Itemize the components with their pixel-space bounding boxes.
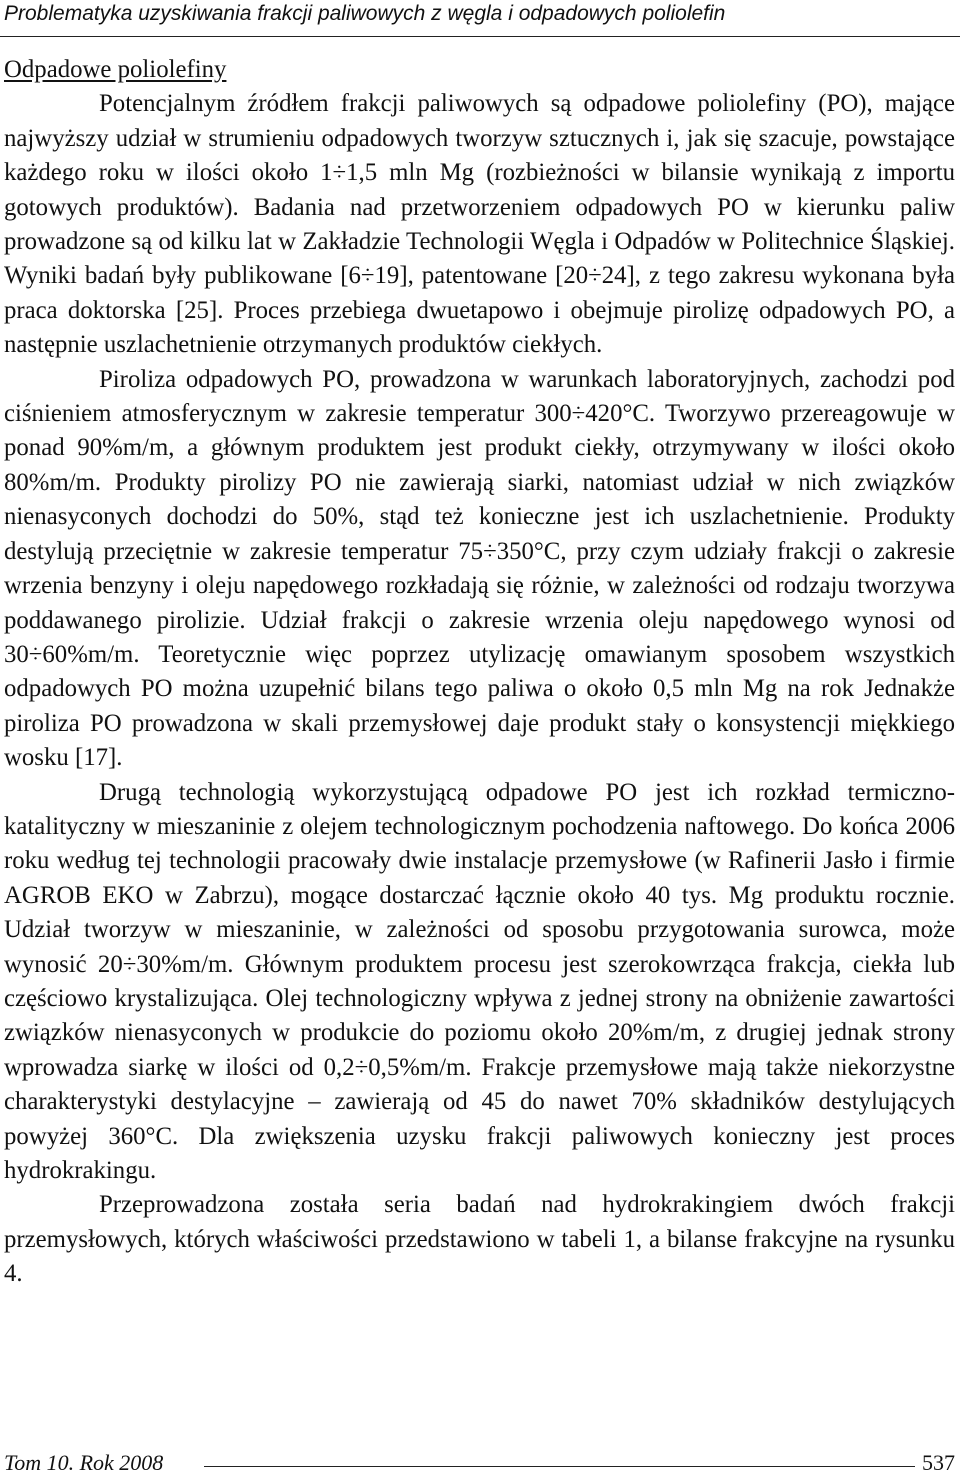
- article-body: [4, 53, 955, 1292]
- paragraph-2: Piroliza odpadowych PO, prowadzona w warunkach laboratoryjnych, zachodzi pod ciśnieniem atmosferycznym w zakresie temperatur 300÷420°C. Tworzywo przereagowuje w ponad 90%m/m, a głównym produktem jest produkt ciekły, otrzymywany w ilości około 80%m/m. Produkty pirolizy PO nie zawierają siarki, natomiast udział w nich związków nienasyconych dochodzi do 50%, stąd też konieczne jest ich uszlachetnienie. Produkty destylują przeciętnie w zakresie temperatur 75÷350°C, przy czym udziały frakcji o zakresie wrzenia benzyny i oleju napędowego rozkładają się różnie, w zależności od rodzaju tworzywa poddawanego pirolizie. Udział frakcji o zakresie wrzenia oleju napędowego wynosi od 30÷60%m/m. Teoretycznie więc poprzez utylizację omawianym sposobem wszystkich odpadowych PO można uzupełnić bilans tego paliwa o około 0,5 mln Mg na rok Jednakże piroliza PO prowadzona w skali przemysłowej daje produkt stały o konsystencji miękkiego wosku [17].: [4, 365, 955, 772]
- running-title: Problematyka uzyskiwania frakcji paliwowych z węgla i odpadowych poliolefin: [4, 2, 726, 25]
- paragraph-1: Potencjalnym źródłem frakcji paliwowych są odpadowe poliolefiny (PO), mające najwyższy udział w strumieniu odpadowych tworzyw sztucznych i, jak się szacuje, powstające każdego roku w ilości około 1÷1,5 mln Mg (rozbieżności w bilansie wynikają z importu gotowych produktów). Badania nad przetworzeniem odpadowych PO w kierunku paliw prowadzone są od kilku lat w Zakładzie Technologii Węgla i Odpadów w Politechnice Śląskiej. Wyniki badań były publikowane [6÷19], patentowane [20÷24], z tego zakresu wykonana była praca doktorska [25]. Proces przebiega dwuetapowo i obejmuje pirolizę odpadowych PO, a następnie uszlachetnienie otrzymanych produktów ciekłych.: [4, 90, 955, 359]
- journal-volume: Tom 10. Rok 2008: [4, 1450, 164, 1475]
- running-header: [0, 0, 960, 37]
- footer-rule: [204, 1466, 915, 1467]
- paragraph-3: Drugą technologią wykorzystującą odpadowe PO jest ich rozkład termiczno- katalityczny w mieszaninie z olejem technologicznym pochodzenia naftowego. Do końca 2006 roku według tej technologii pracowały dwie instalacje przemysłowe (w Rafinerii Jasło i firmie AGROB EKO w Zabrzu), mogące dostarczać łącznie około 40 tys. Mg produktu rocznie. Udział tworzyw w mieszaninie, w zależności od sposobu przygotowania surowca, może wynosić 20÷30%m/m. Głównym produktem procesu jest szerokowrząca frakcja, ciekła lub częściowo krystalizująca. Olej technologiczny wpływa z jednej strony na obniżenie zawartości związków nienasyconych w produkcie do poziomu około 20%m/m, z drugiej jednak strony wprowadza siarkę w ilości od 0,2÷0,5%m/m. Frakcje przemysłowe mają także niekorzystne charakterystyki destylacyjne – zawierają od 45 do nawet 70% składników destylujących powyżej 360°C. Dla zwiększenia uzysku frakcji paliwowych konieczny jest proces hydrokrakingu.: [4, 778, 955, 1184]
- paragraph-4: Przeprowadzona została seria badań nad hydrokrakingiem dwóch frakcji przemysłowych, których właściwości przedstawiono w tabeli 1, a bilanse frakcyjne na rysunku 4.: [4, 1191, 955, 1288]
- page-footer: [4, 1450, 955, 1476]
- page-number: 537: [922, 1450, 955, 1475]
- section-heading: Odpadowe poliolefiny: [4, 56, 227, 83]
